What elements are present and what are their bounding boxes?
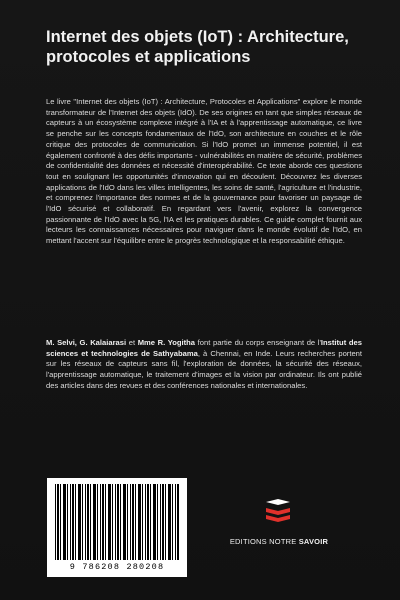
isbn-barcode [47,478,187,577]
book-summary: Le livre "Internet des objets (IoT) : Architecture, Protocoles et Applications" explore le monde transformateur de l'Internet des objets (IdO). De ses origines en tant que simples réseaux de capteurs à un écosystème complexe intégré à l'IA et à l'apprentissage automatique, ce livre se penche sur les concepts fondamentaux de l'IdO, son architecture en couches et le rôle critique des protocoles de communication. Si l'IdO promet un immense potentiel, il est également confronté à des défis importants - vulnérabilités en matière de sécurité, problèmes de confidentialité des données et nécessité d'interopérabilité. Ce texte aborde ces questions tout en soulignant les opportunités d'innovation qui en découlent. Découvrez les diverses applications de l'IdO dans les villes intelligentes, les soins de santé, l'agriculture et l'industrie, et comprenez l'importance des normes et de la gouvernance pour favoriser un paysage de l'IdO sécurisé et collaboratif. En regardant vers l'avenir, explorez la convergence passionnante de l'IdO avec la 5G, l'IA et les pratiques durables. Ce guide complet fournit aux lecteurs les connaissances nécessaires pour naviguer dans le monde évolutif de l'IdO, en mettant l'accent sur l'équilibre entre le progrès technologique et la responsabilité éthique. [46,97,362,246]
author-bio [46,338,362,392]
stacked-books-icon [263,498,293,524]
author-names: M. Selvi, G. Kalaiarasi [46,338,127,347]
publisher-prefix: EDITIONS NOTRE [229,537,297,546]
barcode-bars [55,484,179,560]
publisher-name [216,537,342,546]
author-conjunction: et [128,338,136,347]
author-bio-text-1: font partie du corps enseignant de l' [197,338,321,347]
author-institute: Institut des sciences et technologies de Sathyabama [46,338,362,358]
barcode-digits: 9 786208 280208 [69,562,165,572]
publisher-brand: SAVOIR [298,537,329,546]
author-bio-text-2: , à Chennai, en Inde. Leurs recherches portent sur les réseaux de capteurs sans fil, l'exploration de données, la sécurité des réseaux, l'apprentissage automatique, le traitement d'images et la vision par ordinateur. Ils ont publié des articles dans des revues et des conférences nationales et internationales. [46,348,362,390]
author-name-3: Mme R. Yogitha [137,338,196,347]
book-title: Internet des objets (IoT) : Architecture, protocoles et applications [46,28,349,66]
